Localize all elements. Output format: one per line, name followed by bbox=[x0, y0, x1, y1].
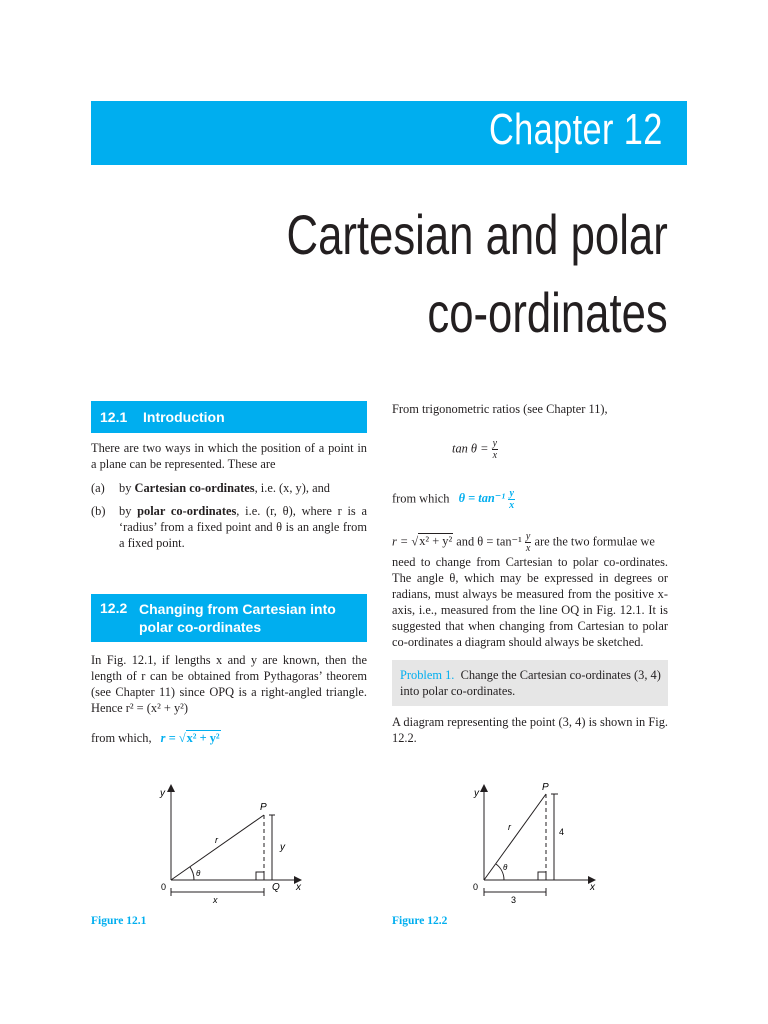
formula-and-theta: and θ = tan⁻¹ bbox=[453, 534, 522, 549]
list-marker: (a) bbox=[91, 481, 105, 495]
list-prefix: by bbox=[119, 504, 138, 518]
tan-lhs: tan θ = bbox=[452, 441, 489, 456]
theta-formula bbox=[392, 488, 515, 511]
tan-equation bbox=[452, 438, 498, 461]
intro-paragraph: There are two ways in which the position of a point in a plane can be represented. These are bbox=[91, 441, 367, 471]
two-formulae-line bbox=[392, 531, 655, 554]
figure-12-1-caption: Figure 12.1 bbox=[91, 915, 147, 927]
from-which-text: from which, bbox=[91, 731, 152, 745]
list-item-a bbox=[91, 480, 367, 496]
formula-r-lhs: r = √ bbox=[392, 534, 419, 549]
formula-tail: are the two formulae we bbox=[531, 534, 655, 549]
origin-label: 0 bbox=[473, 882, 479, 892]
y-axis-label: y bbox=[160, 788, 165, 799]
r-formula-lhs: r = √ bbox=[160, 731, 186, 745]
right-angle-mark bbox=[538, 872, 546, 880]
x-axis-label: x bbox=[296, 882, 301, 893]
figure-12-1-diagram bbox=[150, 780, 320, 910]
list-item-b bbox=[91, 503, 367, 553]
fraction-denominator: x bbox=[492, 450, 498, 461]
r-label: r bbox=[508, 822, 511, 832]
section-title: Introduction bbox=[143, 409, 225, 425]
chapter-label: Chapter 12 bbox=[489, 105, 663, 154]
theta-label: θ bbox=[503, 863, 508, 872]
list-rest: , i.e. (x, y), and bbox=[254, 481, 330, 495]
chapter-title bbox=[287, 196, 668, 352]
origin-label: 0 bbox=[161, 882, 167, 892]
point-p-label: P bbox=[542, 782, 549, 793]
point-q-label: Q bbox=[272, 882, 280, 893]
from-which-text: from which bbox=[392, 491, 450, 506]
chapter-banner bbox=[91, 101, 687, 165]
formula-r-radicand: x² + y² bbox=[419, 534, 453, 549]
right-angle-mark bbox=[256, 872, 264, 880]
figure-12-2-diagram bbox=[460, 780, 610, 910]
term-polar: polar co-ordinates bbox=[137, 504, 237, 518]
y-length-label: y bbox=[280, 842, 285, 853]
section-title: Changing from Cartesian into polar co-ordinates bbox=[139, 601, 336, 635]
section-heading-introduction bbox=[91, 401, 367, 433]
section-heading-changing bbox=[91, 594, 367, 642]
fraction-numerator: y bbox=[525, 531, 531, 542]
list-marker: (b) bbox=[91, 504, 106, 518]
term-cartesian: Cartesian co-ordinates bbox=[134, 481, 255, 495]
r-formula bbox=[91, 731, 221, 746]
radius-line bbox=[484, 794, 546, 880]
y-over-x-fraction bbox=[508, 488, 515, 511]
fraction-denominator: x bbox=[525, 543, 531, 554]
theta-label: θ bbox=[196, 869, 201, 878]
problem-text: Change the Cartesian co-ordinates (3, 4) into polar co-ordinates. bbox=[400, 668, 661, 698]
y-axis-label: y bbox=[474, 788, 479, 799]
chapter-title-line-1: Cartesian and polar bbox=[286, 203, 668, 266]
list-rest: , i.e. (r, θ), where r is a ‘radius’ from a fixed point and θ is an angle from a fixed point. bbox=[119, 504, 367, 550]
diagram-paragraph: A diagram representing the point (3, 4) is shown in Fig. 12.2. bbox=[392, 715, 668, 745]
x-length-label: 3 bbox=[511, 895, 517, 905]
section-number: 12.1 bbox=[100, 409, 128, 425]
conversion-paragraph: need to change from Cartesian to polar co-ordinates. The angle θ, which may be expressed in degrees or radians, must always be measured from the positive x-axis, i.e., measured from the line OQ in Fig. 12.1. It is suggested that when changing from Cartesian to polar co-ordinates a diagram should always be sketched. bbox=[392, 555, 668, 649]
x-length-label: x bbox=[213, 895, 218, 905]
problem-box bbox=[392, 660, 668, 706]
radius-line bbox=[171, 815, 264, 880]
r-formula-radicand: x² + y² bbox=[186, 731, 220, 745]
problem-label: Problem 1. bbox=[400, 668, 455, 682]
pythagoras-paragraph: In Fig. 12.1, if lengths x and y are known, then the length of r can be obtained from Pythagoras’ theorem (see Chapter 11) since OPQ is a right-angled triangle. Hence r² = (x² + y²) bbox=[91, 653, 367, 715]
fraction-numerator: y bbox=[492, 438, 498, 449]
angle-arc bbox=[190, 867, 194, 880]
point-p-label: P bbox=[260, 802, 267, 813]
list-prefix: by bbox=[119, 481, 135, 495]
x-axis-label: x bbox=[590, 882, 595, 893]
y-over-x-fraction bbox=[492, 438, 498, 461]
fraction-numerator: y bbox=[509, 488, 514, 499]
figure-12-2-caption: Figure 12.2 bbox=[392, 915, 448, 927]
y-length-label: 4 bbox=[559, 827, 565, 837]
section-number: 12.2 bbox=[100, 600, 128, 616]
r-label: r bbox=[215, 835, 218, 845]
trig-intro: From trigonometric ratios (see Chapter 11), bbox=[392, 402, 608, 416]
chapter-title-line-2: co-ordinates bbox=[427, 281, 668, 344]
fraction-denominator: x bbox=[509, 500, 515, 511]
theta-formula-lhs: θ = tan⁻¹ bbox=[458, 491, 506, 506]
